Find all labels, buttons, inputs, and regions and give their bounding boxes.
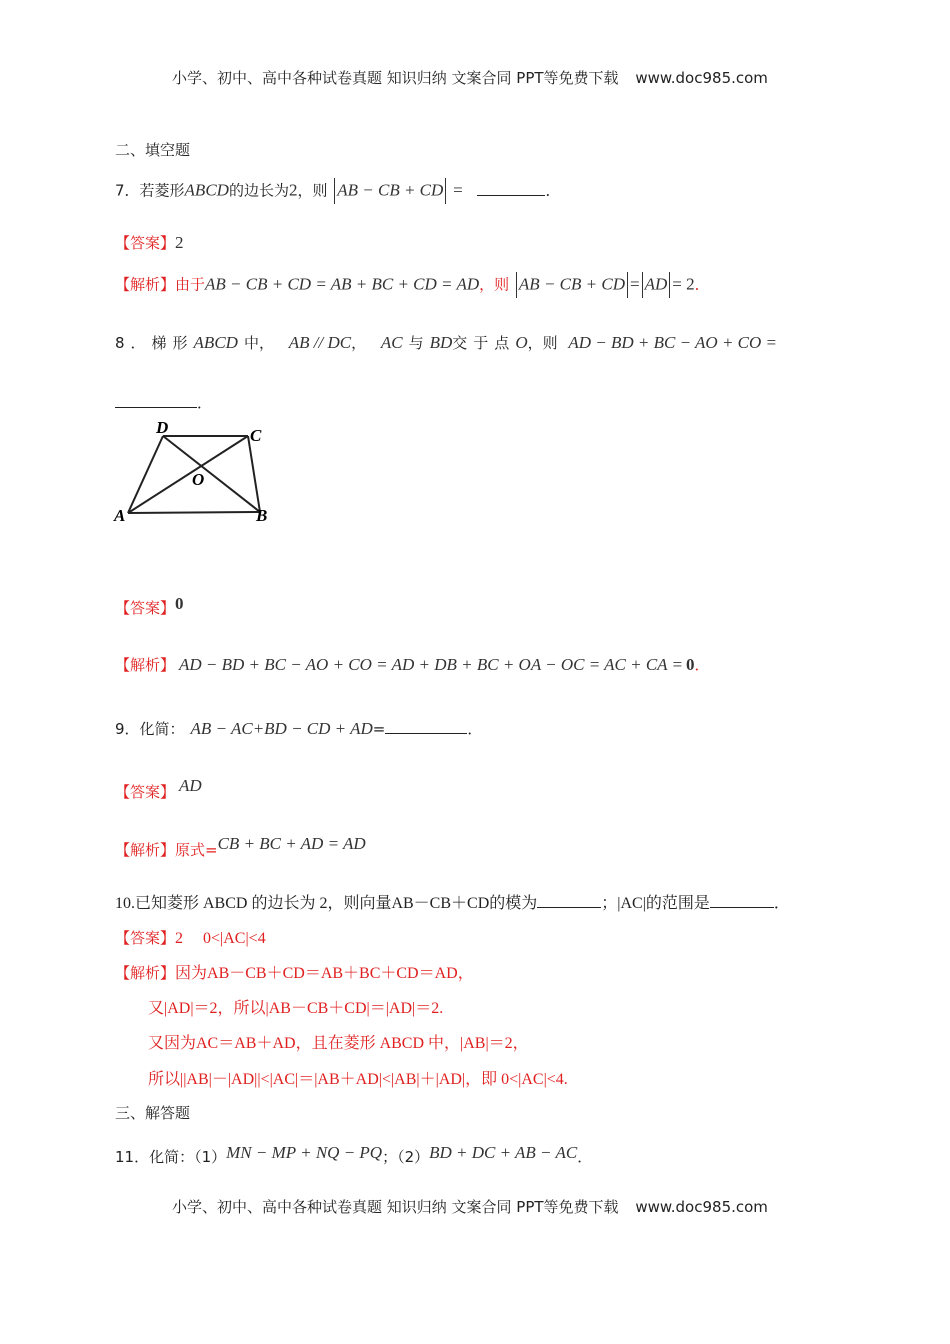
label-a: A [114, 506, 126, 525]
q10-analysis [115, 960, 474, 983]
q8-yu: 与 [408, 334, 424, 352]
q7-analysis-tail: = 2 [672, 274, 695, 294]
q10-semi: ；|AC|的范围是 [601, 895, 710, 912]
q7-analysis [115, 272, 710, 298]
question-10 [115, 890, 790, 913]
header-url: www.doc985.com [635, 69, 768, 87]
q7-prefix: 7．若菱形 [115, 181, 185, 200]
q7-answer-blank[interactable] [477, 181, 545, 196]
q10-analysis-line3: 又因为AC＝AB＋AD，且在菱形 ABCD 中，|AB|＝2， [148, 1035, 529, 1052]
q8-analysis-expr: AD − BD + BC − AO + CO = AD + DB + BC + OA − OC = AC + CA = [179, 655, 683, 674]
q8-analysis-end: ． [694, 656, 710, 674]
section-fill-blank-title: 二、填空题 [115, 141, 191, 159]
trapezoid-figure [110, 415, 280, 530]
q7-answer [115, 232, 184, 253]
section-solve-title: 三、解答题 [115, 1104, 191, 1122]
q8-o: O [515, 333, 528, 352]
q8-analysis-zero: 0 [685, 655, 695, 674]
diagonal-bd [163, 436, 260, 512]
q11-semi: ；（2） [382, 1148, 430, 1166]
footer-url: www.doc985.com [635, 1198, 768, 1216]
abs-bar-right [445, 178, 446, 204]
q9-prefix: 9．化简： [115, 720, 185, 738]
q7-analysis-end: ． [694, 275, 710, 294]
label-c: C [250, 426, 262, 445]
q7-answer-value: 2 [175, 233, 184, 252]
q10-blank-1[interactable] [537, 893, 601, 908]
q10-analysis-line1: 因为AB－CB＋CD＝AB＋BC＋CD＝AD， [175, 965, 474, 982]
analysis-tag: 【解析】 [115, 964, 176, 982]
footer-text: 小学、初中、高中各种试卷真题 知识归纳 文案合同 PPT等免费下载 [172, 1198, 619, 1216]
label-o: O [192, 470, 205, 489]
q8-answer-blank[interactable] [115, 393, 197, 408]
q7-then: ，则 [297, 181, 328, 200]
abs-bar [642, 272, 643, 298]
q9-end: ． [467, 720, 483, 738]
q11-end: ． [577, 1148, 593, 1166]
q8-jiao: 交于点 [452, 334, 516, 352]
q11-prefix: 11．化简：（1） [115, 1148, 227, 1166]
q8-prefix: 8．梯形 [115, 334, 194, 352]
abs-bar-left [334, 178, 335, 204]
label-d: D [156, 418, 169, 437]
q8-expr: AD − BD + BC − AO + CO = [568, 333, 778, 352]
q7-analysis-prefix: 由于 [175, 275, 206, 294]
q10-end: ． [773, 895, 790, 912]
q10-analysis-line4: 所以||AB|－|AD||<|AC|＝|AB＋AD|<|AB|＋|AD|，即 0<|AC|<4. [148, 1071, 568, 1088]
q7-shape: ABCD [184, 180, 229, 200]
q8-ac: AC [380, 333, 403, 352]
q8-answer-value: 0 [175, 594, 184, 613]
question-7 [115, 178, 560, 204]
q7-analysis-abs2: AD [644, 274, 668, 294]
edge-cb [248, 436, 260, 512]
q7-analysis-expr: AB − CB + CD = AB + BC + CD = AD [205, 274, 480, 294]
q8-end: ． [197, 394, 213, 412]
analysis-tag: 【解析】 [115, 841, 176, 859]
q7-end: ． [545, 181, 561, 200]
q9-eq: = [372, 720, 386, 738]
q10-answer-value: 2 0<|AC|<4 [175, 930, 266, 947]
abs-bar [669, 272, 670, 298]
q7-analysis-then: ，则 [479, 275, 510, 294]
q8-answer [115, 594, 184, 618]
q8-zhong: 中， [243, 334, 274, 352]
q8-then: ，则 [527, 334, 558, 352]
q8-blank-line [115, 392, 212, 413]
q9-analysis-prefix: 原式= [175, 841, 218, 859]
q7-expr: AB − CB + CD [337, 180, 444, 200]
analysis-tag: 【解析】 [115, 275, 176, 294]
q8-comma: ， [351, 334, 367, 352]
label-b: B [256, 506, 268, 525]
abs-bar [516, 272, 517, 298]
question-8 [115, 332, 777, 353]
analysis-tag: 【解析】 [115, 656, 176, 674]
q9-answer-value: AD [179, 776, 202, 795]
q9-answer [115, 776, 202, 802]
q7-eq: = [453, 180, 463, 200]
q7-num: 2 [288, 180, 298, 200]
q7-analysis-eq: = [629, 274, 640, 294]
edge-ab [128, 512, 260, 513]
q11-expr1: MN − MP + NQ − PQ [226, 1143, 383, 1162]
abs-bar [627, 272, 628, 298]
answer-tag: 【答案】 [115, 929, 176, 947]
page-footer [172, 1196, 768, 1217]
q7-analysis-abs1: AB − CB + CD [518, 274, 625, 294]
q8-parallel: AB // DC [288, 333, 352, 352]
q8-bd: BD [429, 333, 453, 352]
question-11 [115, 1143, 592, 1167]
q7-mid: 的边长为 [228, 181, 289, 200]
q9-answer-blank[interactable] [385, 719, 467, 734]
q10-analysis-line2: 又|AD|＝2，所以|AB－CB＋CD|＝|AD|＝2. [148, 1000, 444, 1017]
header-text: 小学、初中、高中各种试卷真题 知识归纳 文案合同 PPT等免费下载 [172, 69, 619, 87]
answer-tag: 【答案】 [115, 599, 176, 617]
q9-analysis [115, 834, 366, 860]
q10-answer [115, 925, 266, 948]
q9-analysis-expr: CB + BC + AD = AD [217, 834, 366, 853]
page-header [172, 67, 768, 88]
q11-expr2: BD + DC + AB − AC [429, 1143, 578, 1162]
q8-shape: ABCD [193, 333, 238, 352]
q10-line: 10.已知菱形 ABCD 的边长为 2，则向量AB－CB＋CD的模为 [115, 895, 538, 912]
answer-tag: 【答案】 [115, 783, 176, 801]
question-9 [115, 718, 482, 739]
q8-analysis [115, 654, 710, 675]
answer-tag: 【答案】 [115, 234, 176, 252]
q9-expr: AB − AC+BD − CD + AD [190, 719, 373, 738]
q10-blank-2[interactable] [710, 893, 774, 908]
